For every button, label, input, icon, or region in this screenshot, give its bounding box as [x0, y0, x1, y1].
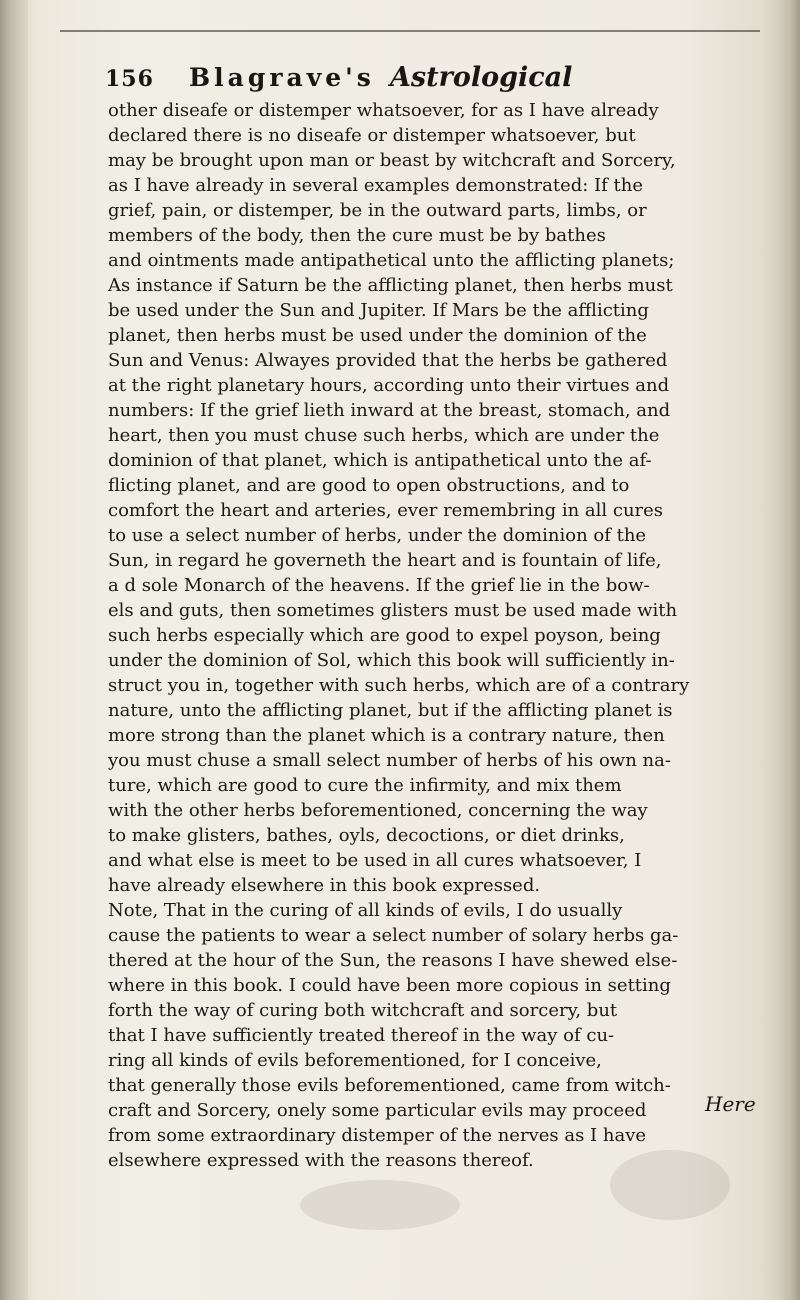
text-line: that I have sufficiently treated thereof in the way of cu- — [108, 1025, 615, 1046]
text-line: heart, then you must chuse such herbs, which are under the — [108, 425, 660, 446]
text-line: declared there is no diseafe or distemper whatsoever, but — [108, 125, 636, 146]
text-line: members of the body, then the cure must be by bathes — [108, 225, 606, 246]
text-line: planet, then herbs must be used under the dominion of the — [108, 325, 647, 346]
text-line: Note, That in the curing of all kinds of evils, I do usually — [108, 900, 623, 921]
binding-shadow-left — [0, 0, 28, 1300]
text-line: craft and Sorcery, onely some particular evils may proceed — [108, 1100, 647, 1121]
page-edge-shadow-right — [778, 0, 800, 1300]
text-line: may be brought upon man or beast by witchcraft and Sorcery, — [108, 150, 676, 171]
text-line: that generally those evils beforementioned, came from witch- — [108, 1075, 671, 1096]
text-line: have already elsewhere in this book expressed. — [108, 875, 541, 896]
text-line: and ointments made antipathetical unto the afflicting planets; — [108, 250, 675, 271]
text-line: more strong than the planet which is a contrary nature, then — [108, 725, 665, 746]
text-line: with the other herbs beforementioned, concerning the way — [108, 800, 648, 821]
text-line: a d sole Monarch of the heavens. If the grief lie in the bow- — [108, 575, 650, 596]
text-line: As instance if Saturn be the afflicting planet, then herbs must — [108, 275, 673, 296]
text-line: where in this book. I could have been more copious in setting — [108, 975, 671, 996]
catchword: Here — [705, 1092, 756, 1116]
text-line: thered at the hour of the Sun, the reasons I have shewed else- — [108, 950, 678, 971]
paper-stain — [300, 1180, 460, 1230]
text-line: comfort the heart and arteries, ever remembring in all cures — [108, 500, 664, 521]
text-line: at the right planetary hours, according unto their virtues and — [108, 375, 670, 396]
text-line: to use a select number of herbs, under the dominion of the — [108, 525, 647, 546]
text-line: Sun, in regard he governeth the heart and is fountain of life, — [108, 550, 662, 571]
text-line: flicting planet, and are good to open obstructions, and to — [108, 475, 630, 496]
text-line: cause the patients to wear a select number of solary herbs ga- — [108, 925, 679, 946]
text-line: Sun and Venus: Alwayes provided that the herbs be gathered — [108, 350, 668, 371]
text-line: ture, which are good to cure the infirmity, and mix them — [108, 775, 622, 796]
text-line: ring all kinds of evils beforementioned, for I conceive, — [108, 1050, 602, 1071]
text-line: els and guts, then sometimes glisters must be used made with — [108, 600, 678, 621]
text-line: such herbs especially which are good to expel poyson, being — [108, 625, 661, 646]
text-line: as I have already in several examples demonstrated: If the — [108, 175, 644, 196]
text-line: numbers: If the grief lieth inward at the breast, stomach, and — [108, 400, 671, 421]
running-head-title: Astrological — [389, 62, 573, 93]
text-line: and what else is meet to be used in all cures whatsoever, I — [108, 850, 642, 871]
text-line: forth the way of curing both witchcraft and sorcery, but — [108, 1000, 618, 1021]
text-line: you must chuse a small select number of herbs of his own na- — [108, 750, 671, 771]
text-line: grief, pain, or distemper, be in the outward parts, limbs, or — [108, 200, 647, 221]
text-line: dominion of that planet, which is antipathetical unto the af- — [108, 450, 652, 471]
text-line: from some extraordinary distemper of the nerves as I have — [108, 1125, 647, 1146]
text-line: to make glisters, bathes, oyls, decoctions, or diet drinks, — [108, 825, 625, 846]
text-line: other diseafe or distemper whatsoever, for as I have already — [108, 100, 659, 121]
running-head-author: Blagrave's — [189, 63, 375, 92]
page-number: 156 — [105, 66, 154, 92]
text-line: struct you in, together with such herbs, which are of a contrary — [108, 675, 690, 696]
body-text — [108, 98, 768, 1173]
text-line: nature, unto the afflicting planet, but if the afflicting planet is — [108, 700, 673, 721]
text-line: elsewhere expressed with the reasons thereof. — [108, 1150, 534, 1171]
top-edge-rule — [60, 30, 760, 32]
running-head — [105, 62, 745, 93]
text-line: under the dominion of Sol, which this book will sufficiently in- — [108, 650, 675, 671]
text-line: be used under the Sun and Jupiter. If Mars be the afflicting — [108, 300, 649, 321]
